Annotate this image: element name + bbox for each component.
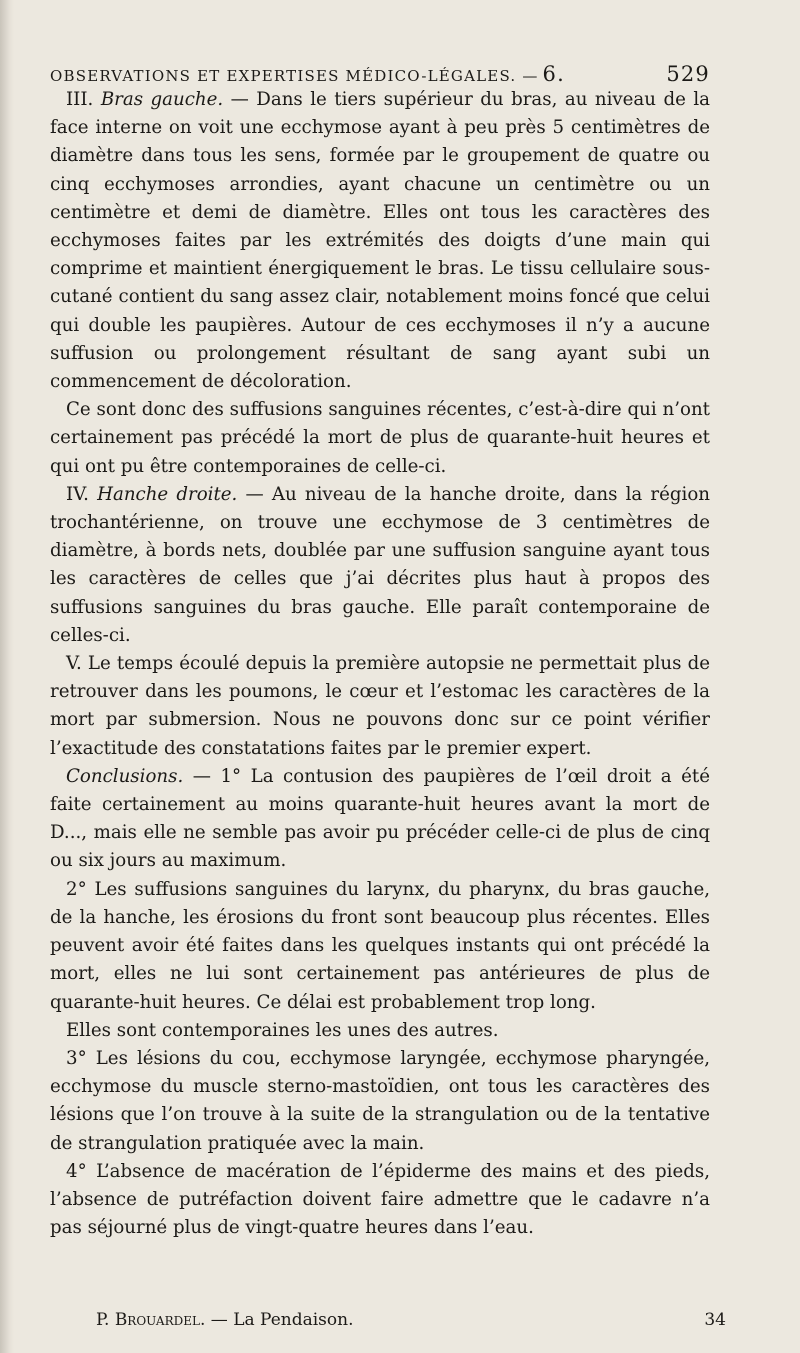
running-header [50,62,710,86]
paragraph-contemporaines [50,1017,710,1045]
page-edge-shadow [0,0,14,1353]
paragraph-hanche-droite [50,481,710,650]
paragraph-text: 3° Les lésions du cou, ecchymose laryngée, ecchymose pharyngée, ecchymose du muscle sterno-mastoïdien, ont tous les caractères des lésions que l’on trouve à la suite de la strangulation ou de la tentative de strangulation pratiquée avec la main. [50,1047,710,1154]
paragraph-text: Elles sont contemporaines les unes des autres. [66,1019,499,1041]
paragraph-conclusions [50,763,710,876]
paragraph-text: V. Le temps écoulé depuis la première autopsie ne permettait plus de retrouver dans les poumons, le cœur et l’estomac les caractères de la mort par submersion. Nous ne pouvons donc sur ce point vérifier l’exactitude des constatations faites par le premier expert. [50,653,710,759]
section-label: III. [66,89,101,110]
section-heading: Hanche droite. [97,483,238,505]
author-name: Brouardel. [114,1310,206,1330]
running-title: OBSERVATIONS ET EXPERTISES MÉDICO-LÉGALES. — 6. [50,62,565,86]
paragraph-text: 4° L’absence de macération de l’épiderme des mains et des pieds, l’absence de putréfaction doivent faire admettre que le cadavre n’a pas séjourné plus de vingt-quatre heures dans l’eau. [50,1160,710,1239]
paragraph-bras-gauche [50,86,710,396]
paragraph-suffusions [50,396,710,481]
page-footer [96,1310,726,1330]
chapter-number: 6. [542,62,565,86]
paragraph-text: — Dans le tiers supérieur du bras, au niveau de la face interne on voit une ecchymose ayant à peu près 5 centimètres de diamètre dans tous les sens, formée par le groupement de quatre ou cinq ecchymoses arrondies, ayant chacune un centimètre ou un centimètre et demi de diamètre. Elles ont tous les caractères des ecchymoses faites par les extrémités des doigts d’une main qui comprime et maintient énergiquement le bras. Le tissu cellulaire sous-cutané contient du sang assez clair, notablement moins foncé que celui qui double les paupières. Autour de ces ecchymoses il n’y a aucune suffusion ou prolongement résultant de sang ayant subi un commencement de décoloration. [50,89,710,393]
section-heading: Conclusions. [66,765,184,787]
paragraph-text: — Au niveau de la hanche droite, dans la région trochantérienne, on trouve une ecchymose de 3 centimètres de diamètre, à bords nets, doublée par une suffusion sanguine ayant tous les caractères de celles que j’ai décrites plus haut à propos des suffusions sanguines du bras gauche. Elle paraît contemporaine de celles-ci. [50,483,711,646]
paragraph-conclusion-4 [50,1158,710,1243]
section-heading: Bras gauche. [100,89,224,110]
page-number: 529 [666,62,710,86]
paragraph-conclusion-2 [50,876,710,1017]
body-text [50,86,710,1242]
signature-mark: 34 [704,1310,726,1330]
paragraph-conclusion-3 [50,1045,710,1158]
paragraph-text: — 1° La contusion des paupières de l’œil droit a été faite certainement au moins quarante-huit heures avant la mort de D..., mais elle ne semble pas avoir pu précéder celle-ci de plus de cinq ou six jours au maximum. [50,765,710,872]
paragraph-temps-ecoule [50,650,710,763]
paragraph-text: 2° Les suffusions sanguines du larynx, du pharynx, du bras gauche, de la hanche, les érosions du front sont beaucoup plus récentes. Elles peuvent avoir été faites dans les quelques instants qui ont précédé la mort, elles ne lui sont certainement pas antérieures de plus de quarante-huit heures. Ce délai est probablement trop long. [50,878,710,1013]
book-title: — La Pendaison. [210,1310,354,1330]
section-label: IV. [66,483,98,505]
paragraph-text: Ce sont donc des suffusions sanguines récentes, c’est-à-dire qui n’ont certainement pas précédé la mort de plus de quarante-huit heures et qui ont pu être contemporaines de celle-ci. [50,399,710,477]
footer-author: P. Brouardel. — La Pendaison. [96,1310,354,1330]
